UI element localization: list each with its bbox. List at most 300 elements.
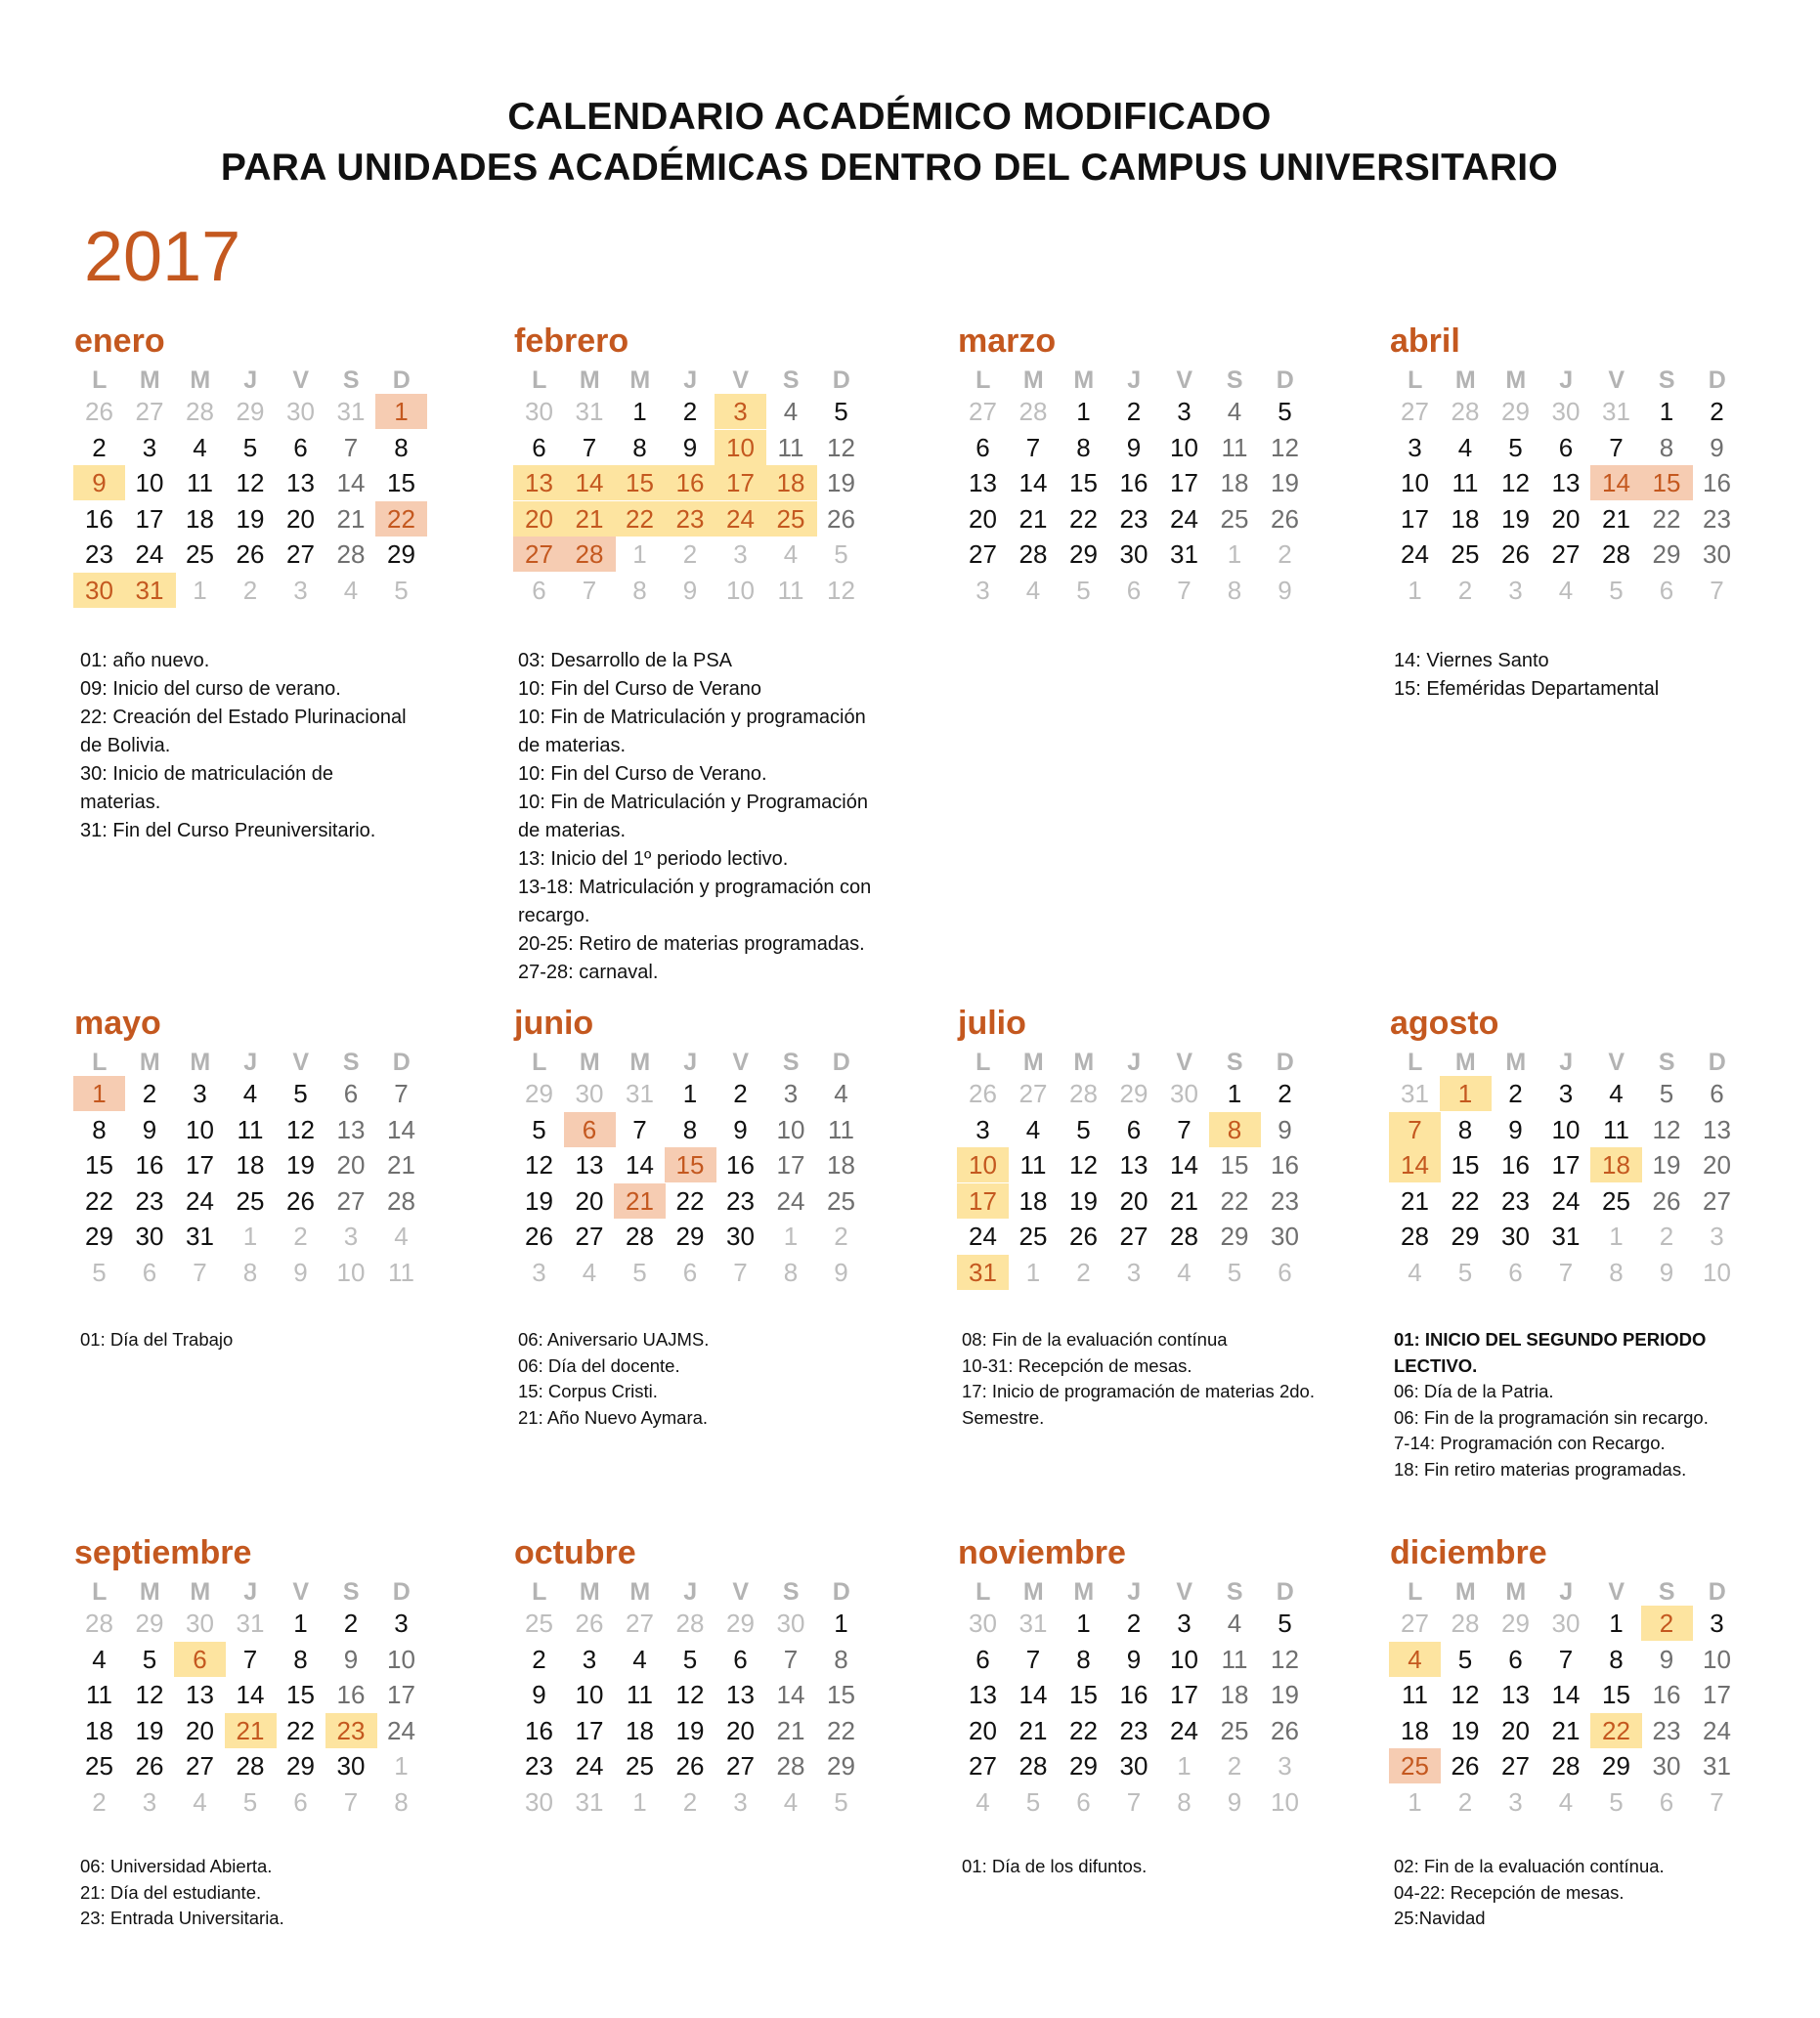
weekday-header: M — [1073, 366, 1095, 394]
day-cell: 19 — [286, 1150, 315, 1180]
day-cell: 30 — [336, 1751, 366, 1781]
day-cell: 31 — [236, 1609, 265, 1638]
day-cell: 28 — [1602, 539, 1630, 569]
day-cell: 3 — [783, 1079, 799, 1108]
note-item: 20-25: Retiro de materias programadas. — [518, 933, 865, 955]
day-cell: 25 — [1220, 1715, 1249, 1745]
weekday-header: J — [243, 366, 258, 394]
day-cell: 18 — [765, 465, 817, 500]
day-cell: 30 — [969, 1609, 997, 1638]
day-cell: 5 — [1278, 1609, 1292, 1638]
day-cell: 8 — [1609, 1257, 1624, 1287]
weekday-header: D — [392, 1049, 411, 1076]
weekday-header: L — [975, 1049, 991, 1076]
day-cell: 11 — [1221, 432, 1248, 462]
day-cell: 25 — [1389, 1748, 1441, 1783]
day-cell: 3 — [343, 1222, 359, 1251]
page-title-line-2: PARA UNIDADES ACADÉMICAS DENTRO DEL CAMPUS UNIVERSITARIO — [220, 147, 1559, 189]
day-cell: 18 — [827, 1150, 855, 1180]
note-item: 22: Creación del Estado Plurinacional de Bolivia. — [80, 707, 407, 756]
day-cell: 3 — [975, 575, 990, 605]
day-cell: 26 — [969, 1079, 997, 1108]
day-cell: 10 — [135, 468, 164, 497]
day-cell: 23 — [1119, 503, 1148, 534]
weekday-header: M — [1022, 366, 1044, 394]
weekday-header: D — [1276, 1578, 1294, 1606]
note-item: 02: Fin de la evaluación contínua. — [1394, 1856, 1665, 1876]
day-cell: 1 — [632, 1786, 647, 1817]
day-cell: 4 — [834, 1079, 848, 1108]
day-cell: 23 — [726, 1185, 755, 1216]
day-cell: 4 — [1177, 1257, 1192, 1287]
day-cell: 26 — [236, 539, 265, 569]
day-cell: 8 — [394, 1786, 409, 1817]
day-cell: 28 — [1451, 1609, 1480, 1638]
day-cell: 29 — [525, 1079, 553, 1108]
day-cell: 30 — [73, 573, 125, 608]
weekday-header: M — [1022, 1578, 1044, 1606]
day-cell: 7 — [783, 1644, 799, 1674]
day-cell: 18 — [1220, 468, 1249, 497]
day-cell: 8 — [1227, 575, 1242, 605]
day-cell: 6 — [1278, 1257, 1292, 1287]
day-cell: 10 — [186, 1114, 214, 1144]
day-cell: 30 — [1551, 1609, 1581, 1638]
day-cell: 16 — [1703, 468, 1731, 497]
day-cell: 5 — [1457, 1257, 1473, 1287]
day-cell: 14 — [1389, 1147, 1441, 1182]
day-cell: 31 — [575, 397, 604, 426]
day-cell: 5 — [242, 1786, 258, 1817]
day-cell: 6 — [174, 1642, 226, 1677]
weekday-header: M — [190, 366, 211, 394]
day-cell: 26 — [827, 503, 855, 534]
day-cell: 30 — [1551, 397, 1581, 426]
day-cell: 20 — [1703, 1150, 1731, 1180]
day-cell: 22 — [1069, 503, 1098, 534]
day-cell: 21 — [1551, 1715, 1581, 1745]
day-cell: 23 — [525, 1751, 553, 1781]
note-item: 01: INICIO DEL SEGUNDO PERIODO LECTIVO. — [1394, 1329, 1707, 1376]
weekday-header: V — [732, 1578, 750, 1606]
day-cell: 6 — [142, 1257, 157, 1287]
day-cell: 4 — [1025, 1114, 1041, 1144]
weekday-header: V — [1608, 1049, 1625, 1076]
day-cell: 8 — [1659, 432, 1674, 462]
day-cell: 19 — [135, 1715, 164, 1745]
day-cell: 19 — [1069, 1185, 1098, 1216]
day-cell: 4 — [394, 1222, 409, 1251]
day-cell: 5 — [1659, 1079, 1674, 1108]
day-cell: 10 — [726, 575, 755, 605]
day-cell: 19 — [1271, 1680, 1299, 1709]
weekday-header: V — [1176, 1049, 1193, 1076]
day-cell: 1 — [1177, 1751, 1192, 1781]
day-cell: 16 — [336, 1680, 366, 1709]
day-cell: 13 — [1119, 1150, 1148, 1180]
day-cell: 28 — [776, 1751, 805, 1781]
day-cell: 14 — [1590, 465, 1642, 500]
day-cell: 5 — [1076, 1114, 1091, 1144]
day-cell: 4 — [193, 1786, 207, 1817]
day-cell: 14 — [1018, 468, 1048, 497]
day-cell: 23 — [1501, 1185, 1530, 1216]
month-notes-julio — [962, 1327, 1333, 1431]
day-cell: 11 — [86, 1680, 112, 1709]
day-cell: 9 — [293, 1257, 308, 1287]
day-cell: 9 — [1278, 1114, 1292, 1144]
day-cell: 16 — [525, 1715, 553, 1745]
day-cell: 3 — [1177, 1609, 1192, 1638]
note-item: 06: Fin de la programación sin recargo. — [1394, 1406, 1709, 1428]
day-cell: 27 — [1501, 1751, 1530, 1781]
day-cell: 27 — [575, 1222, 604, 1251]
day-cell: 17 — [957, 1183, 1009, 1219]
day-cell: 13 — [969, 1680, 997, 1709]
day-cell: 12 — [1271, 1644, 1299, 1674]
note-item: 15: Corpus Cristi. — [518, 1381, 658, 1401]
day-cell: 11 — [187, 468, 213, 497]
day-cell: 8 — [394, 432, 409, 462]
day-cell: 19 — [675, 1715, 705, 1745]
day-cell: 27 — [969, 1751, 997, 1781]
day-cell: 24 — [969, 1222, 997, 1251]
day-cell: 28 — [1018, 1751, 1048, 1781]
day-cell: 18 — [186, 503, 214, 534]
day-cell: 2 — [242, 575, 258, 605]
weekday-header: S — [342, 1049, 360, 1076]
day-cell: 14 — [1018, 1680, 1048, 1709]
day-cell: 12 — [1271, 432, 1299, 462]
year-heading: 2017 — [84, 218, 241, 296]
day-cell: 16 — [1271, 1150, 1299, 1180]
day-cell: 1 — [632, 539, 647, 569]
day-cell: 19 — [525, 1185, 553, 1216]
weekday-header: D — [832, 366, 850, 394]
weekday-header: M — [579, 1578, 600, 1606]
day-cell: 3 — [1126, 1257, 1142, 1287]
day-cell: 16 — [1119, 1680, 1148, 1709]
day-cell: 10 — [715, 430, 766, 465]
day-cell: 6 — [343, 1079, 359, 1108]
day-cell: 9 — [1659, 1257, 1674, 1287]
month-name: septiembre — [74, 1534, 252, 1571]
day-cell: 19 — [1501, 503, 1530, 534]
day-cell: 5 — [532, 1114, 546, 1144]
day-cell: 3 — [1710, 1222, 1724, 1251]
day-cell: 11 — [777, 575, 804, 605]
day-cell: 7 — [733, 1257, 748, 1287]
day-cell: 30 — [525, 1786, 553, 1817]
day-cell: 24 — [776, 1185, 805, 1216]
weekday-header: S — [1226, 1578, 1243, 1606]
note-item: 06: Día del docente. — [518, 1354, 680, 1376]
day-cell: 23 — [1703, 503, 1731, 534]
day-cell: 24 — [1703, 1715, 1731, 1745]
day-cell: 5 — [394, 575, 409, 605]
day-cell: 28 — [675, 1609, 705, 1638]
day-cell: 14 — [1551, 1680, 1581, 1709]
day-cell: 21 — [336, 503, 366, 534]
day-cell: 29 — [675, 1222, 705, 1251]
day-cell: 3 — [1408, 432, 1422, 462]
day-cell: 4 — [193, 432, 207, 462]
weekday-header: J — [1559, 1049, 1574, 1076]
day-cell: 24 — [1170, 1715, 1198, 1745]
day-cell: 23 — [85, 539, 113, 569]
day-cell: 23 — [1119, 1715, 1148, 1745]
day-cell: 7 — [582, 575, 597, 605]
day-cell: 11 — [388, 1257, 414, 1287]
day-cell: 8 — [293, 1644, 308, 1674]
note-item: 14: Viernes Santo — [1394, 650, 1549, 671]
day-cell: 10 — [1170, 1644, 1198, 1674]
day-cell: 9 — [142, 1114, 157, 1144]
day-cell: 11 — [1221, 1644, 1248, 1674]
day-cell: 26 — [1069, 1222, 1098, 1251]
weekday-header: S — [1658, 1578, 1675, 1606]
day-cell: 20 — [1501, 1715, 1530, 1745]
weekday-header: D — [1276, 1049, 1294, 1076]
day-cell: 10 — [1551, 1114, 1581, 1144]
weekday-header: L — [532, 1578, 547, 1606]
day-cell: 7 — [1558, 1644, 1574, 1674]
weekday-header: S — [782, 1049, 800, 1076]
note-item: 30: Inicio de matriculación de materias. — [80, 763, 334, 813]
day-cell: 5 — [92, 1257, 107, 1287]
day-cell: 2 — [1457, 1786, 1473, 1817]
weekday-header: V — [732, 1049, 750, 1076]
day-cell: 13 — [286, 468, 315, 497]
day-cell: 3 — [733, 1786, 748, 1817]
day-cell: 11 — [828, 1114, 854, 1144]
day-cell: 3 — [394, 1609, 409, 1638]
day-cell: 10 — [1703, 1257, 1731, 1287]
day-cell: 10 — [1170, 432, 1198, 462]
day-cell: 21 — [614, 1183, 666, 1219]
day-cell: 29 — [1501, 397, 1530, 426]
day-cell: 29 — [1069, 1751, 1098, 1781]
day-cell: 30 — [1170, 1079, 1198, 1108]
day-cell: 4 — [632, 1644, 647, 1674]
day-cell: 14 — [564, 465, 616, 500]
day-cell: 18 — [85, 1715, 113, 1745]
day-cell: 3 — [1278, 1751, 1292, 1781]
day-cell: 2 — [532, 1644, 546, 1674]
weekday-header: V — [732, 366, 750, 394]
day-cell: 18 — [626, 1715, 654, 1745]
day-cell: 8 — [1209, 1112, 1261, 1147]
day-cell: 20 — [726, 1715, 755, 1745]
day-cell: 31 — [1602, 397, 1630, 426]
day-cell: 29 — [827, 1751, 855, 1781]
day-cell: 4 — [1227, 397, 1242, 426]
weekday-header: M — [139, 1578, 160, 1606]
day-cell: 26 — [525, 1222, 553, 1251]
day-cell: 18 — [1018, 1185, 1048, 1216]
day-cell: 3 — [1177, 397, 1192, 426]
day-cell: 25 — [827, 1185, 855, 1216]
day-cell: 3 — [975, 1114, 990, 1144]
day-cell: 11 — [627, 1680, 653, 1709]
day-cell: 22 — [1652, 503, 1681, 534]
day-cell: 1 — [1227, 539, 1242, 569]
weekday-header: M — [579, 366, 600, 394]
day-cell: 7 — [1389, 1112, 1441, 1147]
day-cell: 7 — [1177, 575, 1192, 605]
day-cell: 13 — [726, 1680, 755, 1709]
day-cell: 2 — [1278, 539, 1292, 569]
day-cell: 4 — [1457, 432, 1473, 462]
day-cell: 9 — [73, 465, 125, 500]
day-cell: 21 — [1401, 1185, 1429, 1216]
day-cell: 6 — [1659, 1786, 1674, 1817]
day-cell: 1 — [1025, 1257, 1041, 1287]
day-cell: 2 — [92, 1786, 107, 1817]
weekday-header: J — [683, 366, 698, 394]
day-cell: 5 — [834, 397, 848, 426]
weekday-header: V — [1608, 366, 1625, 394]
weekday-header: J — [683, 1049, 698, 1076]
day-cell: 15 — [1069, 1680, 1098, 1709]
day-cell: 3 — [142, 432, 157, 462]
day-cell: 6 — [1076, 1786, 1091, 1817]
day-cell: 27 — [726, 1751, 755, 1781]
day-cell: 5 — [834, 539, 848, 569]
day-cell: 5 — [1609, 575, 1624, 605]
day-cell: 3 — [733, 539, 748, 569]
day-cell: 17 — [1401, 503, 1429, 534]
day-cell: 3 — [1558, 1079, 1574, 1108]
day-cell: 1 — [1609, 1222, 1624, 1251]
day-cell: 7 — [193, 1257, 207, 1287]
day-cell: 20 — [336, 1150, 366, 1180]
note-item: 01: año nuevo. — [80, 650, 210, 671]
day-cell: 11 — [1402, 1680, 1428, 1709]
weekday-header: M — [1454, 1578, 1476, 1606]
day-cell: 6 — [1508, 1644, 1523, 1674]
day-cell: 7 — [1025, 432, 1041, 462]
month-name: julio — [958, 1005, 1026, 1042]
day-cell: 22 — [1220, 1185, 1249, 1216]
day-cell: 10 — [776, 1114, 805, 1144]
day-cell: 4 — [1558, 575, 1574, 605]
day-cell: 14 — [1170, 1150, 1198, 1180]
day-cell: 20 — [575, 1185, 604, 1216]
day-cell: 6 — [564, 1112, 616, 1147]
day-cell: 26 — [1501, 539, 1530, 569]
day-cell: 9 — [682, 432, 698, 462]
weekday-header: L — [1408, 366, 1423, 394]
day-cell: 26 — [1271, 503, 1299, 534]
day-cell: 31 — [1551, 1222, 1581, 1251]
day-cell: 2 — [1227, 1751, 1242, 1781]
note-item: 21: Año Nuevo Aymara. — [518, 1406, 709, 1428]
day-cell: 26 — [675, 1751, 705, 1781]
day-cell: 27 — [1703, 1185, 1731, 1216]
day-cell: 29 — [1602, 1751, 1630, 1781]
day-cell: 9 — [1508, 1114, 1523, 1144]
day-cell: 25 — [1018, 1222, 1048, 1251]
day-cell: 22 — [1069, 1715, 1098, 1745]
day-cell: 6 — [1126, 1114, 1142, 1144]
day-cell: 7 — [1025, 1644, 1041, 1674]
day-cell: 5 — [1609, 1786, 1624, 1817]
day-cell: 29 — [1652, 539, 1681, 569]
day-cell: 6 — [975, 432, 990, 462]
day-cell: 11 — [1019, 1150, 1047, 1180]
note-item: 10-31: Recepción de mesas. — [962, 1354, 1192, 1376]
weekday-header: L — [92, 1578, 108, 1606]
day-cell: 31 — [186, 1222, 214, 1251]
day-cell: 28 — [1401, 1222, 1429, 1251]
day-cell: 29 — [1220, 1222, 1249, 1251]
day-cell: 3 — [1508, 575, 1523, 605]
day-cell: 29 — [236, 397, 265, 426]
day-cell: 31 — [124, 573, 176, 608]
day-cell: 2 — [1659, 1222, 1674, 1251]
weekday-header: S — [342, 1578, 360, 1606]
weekday-header: D — [1708, 1578, 1726, 1606]
day-cell: 29 — [1501, 1609, 1530, 1638]
day-cell: 29 — [85, 1222, 113, 1251]
note-item: 13-18: Matriculación y programación con recargo. — [518, 877, 872, 926]
weekday-header: L — [532, 1049, 547, 1076]
day-cell: 3 — [715, 394, 766, 429]
day-cell: 16 — [1652, 1680, 1681, 1709]
day-cell: 9 — [1659, 1644, 1674, 1674]
weekday-header: V — [292, 366, 310, 394]
day-cell: 12 — [675, 1680, 705, 1709]
day-cell: 1 — [73, 1076, 125, 1111]
day-cell: 2 — [834, 1222, 848, 1251]
day-cell: 7 — [1558, 1257, 1574, 1287]
day-cell: 6 — [975, 1644, 990, 1674]
day-cell: 14 — [336, 468, 366, 497]
day-cell: 25 — [236, 1185, 265, 1216]
day-cell: 8 — [1076, 1644, 1091, 1674]
day-cell: 1 — [1408, 1786, 1422, 1817]
weekday-header: M — [1073, 1578, 1095, 1606]
month-notes-agosto — [1394, 1327, 1765, 1482]
day-cell: 25 — [525, 1609, 553, 1638]
note-item: 06: Día de la Patria. — [1394, 1381, 1554, 1401]
day-cell: 8 — [682, 1114, 698, 1144]
day-cell: 28 — [1551, 1751, 1581, 1781]
note-item: 15: Efeméridas Departamental — [1394, 678, 1660, 700]
note-item: 31: Fin del Curso Preuniversitario. — [80, 820, 376, 841]
day-cell: 29 — [286, 1751, 315, 1781]
day-cell: 2 — [733, 1079, 748, 1108]
day-cell: 10 — [1271, 1786, 1299, 1817]
day-cell: 2 — [1710, 397, 1724, 426]
day-cell: 27 — [1119, 1222, 1148, 1251]
day-cell: 9 — [343, 1644, 359, 1674]
day-cell: 22 — [614, 501, 666, 537]
day-cell: 23 — [1271, 1185, 1299, 1216]
day-cell: 30 — [135, 1222, 164, 1251]
day-cell: 18 — [1401, 1715, 1429, 1745]
weekday-header: S — [1226, 1049, 1243, 1076]
day-cell: 24 — [575, 1751, 604, 1781]
day-cell: 26 — [286, 1185, 315, 1216]
day-cell: 24 — [1170, 503, 1198, 534]
day-cell: 4 — [1408, 1257, 1422, 1287]
note-item: 08: Fin de la evaluación contínua — [962, 1329, 1228, 1350]
weekday-header: D — [832, 1049, 850, 1076]
weekday-header: V — [1176, 366, 1193, 394]
weekday-header: S — [342, 366, 360, 394]
